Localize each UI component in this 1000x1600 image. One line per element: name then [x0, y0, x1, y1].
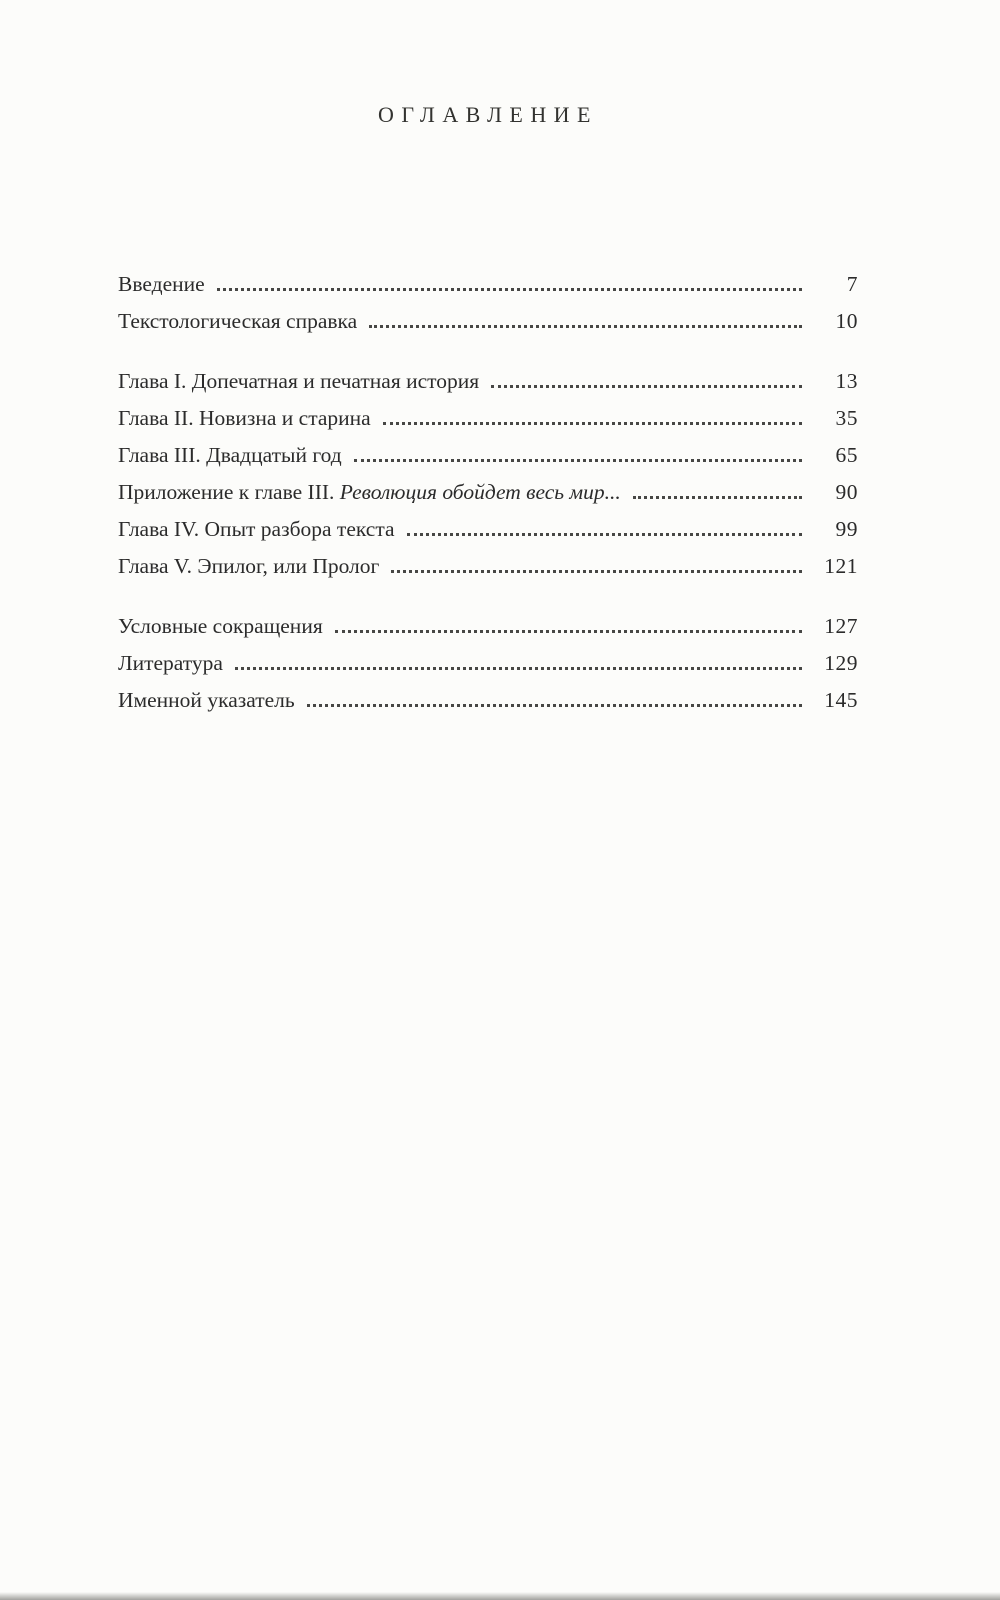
table-of-contents	[118, 266, 858, 719]
toc-entry	[118, 303, 858, 340]
toc-entry-label: Глава V. Эпилог, или Пролог	[118, 554, 380, 578]
toc-entry-label: Введение	[118, 272, 205, 296]
toc-entry-page: 145	[824, 688, 858, 712]
toc-entry-label: Глава III. Двадцатый год	[118, 443, 342, 467]
dot-leader	[217, 288, 802, 291]
toc-entry	[118, 645, 858, 682]
toc-entry-label: Глава II. Новизна и старина	[118, 406, 371, 430]
scan-bottom-edge-shadow	[0, 1592, 1000, 1600]
dot-leader	[491, 385, 802, 388]
toc-entry-page: 35	[835, 406, 858, 430]
toc-entry	[118, 682, 858, 719]
toc-entry	[118, 266, 858, 303]
page-title: ОГЛАВЛЕНИЕ	[378, 102, 598, 127]
toc-entry-label: Глава I. Допечатная и печатная история	[118, 369, 480, 393]
dot-leader	[369, 325, 802, 328]
toc-entry	[118, 608, 858, 645]
toc-entry-label: Глава IV. Опыт разбора текста	[118, 517, 395, 541]
toc-entry-page: 13	[835, 369, 858, 393]
toc-entry	[118, 363, 858, 400]
toc-entry-label	[118, 474, 621, 511]
toc-entry-page: 7	[846, 272, 858, 296]
toc-entry-page: 65	[835, 443, 858, 467]
toc-entry-page: 127	[824, 614, 858, 638]
toc-entry-page: 10	[835, 309, 858, 333]
toc-entry-label: Литература	[118, 651, 223, 675]
dot-leader	[383, 422, 802, 425]
toc-entry-label-regular: Приложение к главе III.	[118, 480, 340, 504]
toc-entry	[118, 511, 858, 548]
dot-leader	[335, 630, 802, 633]
toc-entry	[118, 474, 858, 511]
toc-entry-page: 121	[824, 554, 858, 578]
dot-leader	[633, 496, 802, 499]
toc-entry-page: 99	[835, 517, 858, 541]
dot-leader	[407, 533, 802, 536]
toc-entry	[118, 548, 858, 585]
toc-entry	[118, 400, 858, 437]
toc-entry-label: Именной указатель	[118, 688, 295, 712]
dot-leader	[307, 704, 802, 707]
dot-leader	[235, 667, 802, 670]
dot-leader	[391, 570, 802, 573]
toc-entry-label-italic: Революция обойдет весь мир...	[339, 480, 621, 504]
dot-leader	[354, 459, 802, 462]
toc-entry-label: Текстологическая справка	[118, 309, 358, 333]
toc-entry	[118, 437, 858, 474]
toc-entry-label: Условные сокращения	[118, 614, 323, 638]
toc-entry-page: 90	[835, 480, 858, 504]
toc-entry-page: 129	[824, 651, 858, 675]
